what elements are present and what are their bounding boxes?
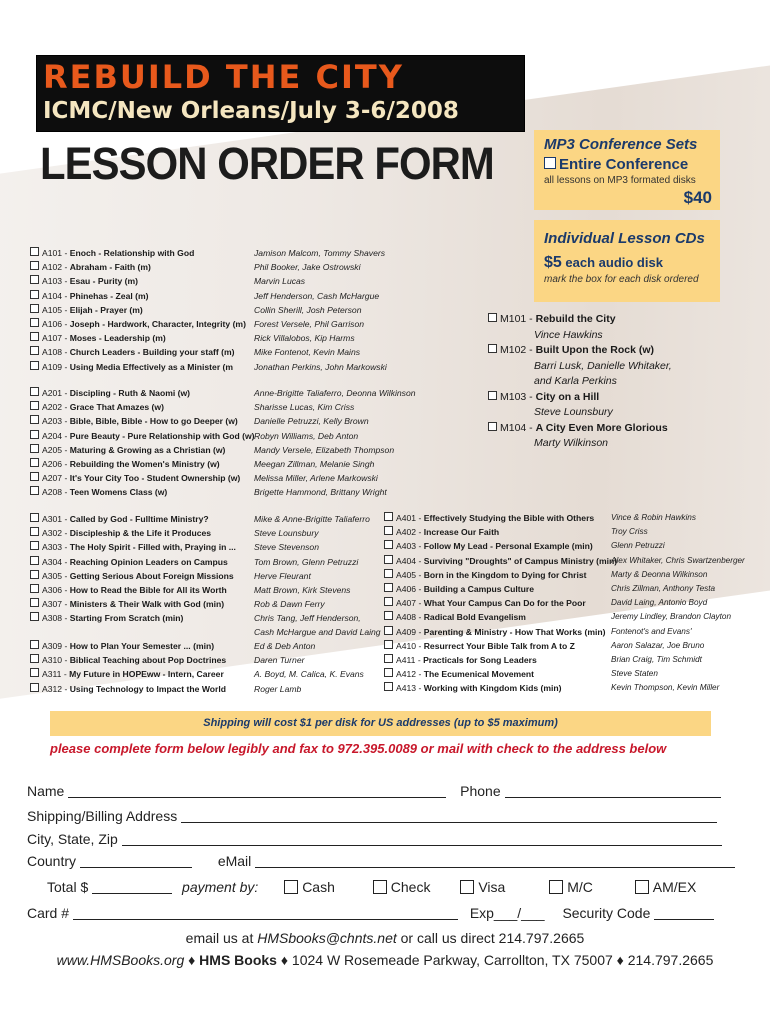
instruction-text: please complete form below legibly and fax to 972.395.0089 or mail with check to the address below bbox=[50, 741, 667, 756]
lesson-item-a101[interactable]: A101 - Enoch - Relationship with God bbox=[30, 246, 246, 260]
security-field[interactable] bbox=[654, 905, 714, 920]
checkbox-icon[interactable] bbox=[30, 247, 39, 256]
lesson-item-a202[interactable]: A202 - Grace That Amazes (w) bbox=[30, 400, 255, 414]
lesson-item-a305[interactable]: A305 - Getting Serious About Foreign Missions bbox=[30, 569, 236, 583]
speaker-a102: Phil Booker, Jake Ostrowski bbox=[254, 262, 361, 273]
speaker-a306: Matt Brown, Kirk Stevens bbox=[254, 584, 351, 595]
speaker-a305: Herve Fleurant bbox=[254, 570, 311, 581]
lesson-item-a206[interactable]: A206 - Rebuilding the Women's Ministry (w) bbox=[30, 457, 255, 471]
checkbox-icon[interactable] bbox=[544, 157, 556, 169]
speaker-a401: Vince & Robin Hawkins bbox=[611, 513, 696, 522]
checkbox-icon[interactable] bbox=[30, 541, 39, 550]
lesson-item-a106[interactable]: A106 - Joseph - Hardwork, Character, Integrity (m) bbox=[30, 317, 246, 331]
checkbox-icon[interactable] bbox=[384, 611, 393, 620]
speaker-a303: Steve Stevenson bbox=[254, 542, 319, 553]
speaker-a312: Roger Lamb bbox=[254, 683, 302, 694]
checkbox-icon[interactable] bbox=[30, 584, 39, 593]
lesson-item-a302[interactable]: A302 - Discipleship & the Life it Produces bbox=[30, 526, 236, 540]
banner-subtitle: ICMC/New Orleans/July 3-6/2008 bbox=[43, 98, 459, 124]
lesson-item-a308[interactable]: A308 - Starting From Scratch (min) bbox=[30, 611, 236, 625]
speaker-a104: Jeff Henderson, Cash McHargue bbox=[254, 290, 380, 301]
checkbox-icon[interactable] bbox=[384, 682, 393, 691]
lesson-item-a105[interactable]: A105 - Elijah - Prayer (m) bbox=[30, 303, 246, 317]
individual-price: $5 each audio disk bbox=[544, 254, 663, 271]
main-session-speaker: Steve Lounsbury bbox=[534, 406, 613, 418]
checkbox-icon[interactable] bbox=[384, 526, 393, 535]
country-field[interactable] bbox=[80, 853, 192, 868]
checkbox-icon[interactable] bbox=[30, 598, 39, 607]
speaker-a307: Rob & Dawn Ferry bbox=[254, 599, 325, 610]
address-field[interactable] bbox=[181, 808, 717, 823]
lesson-item-a403[interactable]: A403 - Follow My Lead - Personal Example (min) bbox=[384, 539, 617, 553]
lesson-item-a405[interactable]: A405 - Born in the Kingdom to Dying for Christ bbox=[384, 568, 617, 582]
speaker-a103: Marvin Lucas bbox=[254, 276, 306, 287]
checkbox-icon bbox=[284, 880, 298, 894]
lesson-item-a413[interactable]: A413 - Working with Kingdom Kids (min) bbox=[384, 681, 617, 695]
speaker-a407: David Laing, Antonio Boyd bbox=[611, 598, 708, 608]
checkbox-icon[interactable] bbox=[384, 583, 393, 592]
checkbox-icon[interactable] bbox=[30, 261, 39, 270]
city-field[interactable] bbox=[122, 831, 722, 846]
mp3-desc: all lessons on MP3 formated disks bbox=[544, 175, 696, 186]
checkbox-icon[interactable] bbox=[30, 304, 39, 313]
checkbox-icon[interactable] bbox=[384, 540, 393, 549]
banner-title: REBUILD THE CITY bbox=[43, 58, 404, 96]
speaker-a204: Robyn Williams, Deb Anton bbox=[254, 430, 359, 441]
city-row: City, State, Zip bbox=[27, 831, 722, 847]
separator-icon: ♦ bbox=[188, 952, 200, 968]
speaker-a409: Fontenot's and Evans' bbox=[611, 626, 692, 636]
lesson-item-a412[interactable]: A412 - The Ecumenical Movement bbox=[384, 667, 617, 681]
checkbox-icon[interactable] bbox=[384, 654, 393, 663]
checkbox-icon[interactable] bbox=[30, 683, 39, 692]
checkbox-icon[interactable] bbox=[384, 668, 393, 677]
checkbox-icon[interactable] bbox=[30, 527, 39, 536]
checkbox-icon[interactable] bbox=[30, 290, 39, 299]
checkbox-icon bbox=[549, 880, 563, 894]
checkbox-icon[interactable] bbox=[384, 597, 393, 606]
lesson-list-a100 bbox=[30, 246, 246, 374]
lesson-item-a406[interactable]: A406 - Building a Campus Culture bbox=[384, 582, 617, 596]
checkbox-icon[interactable] bbox=[384, 569, 393, 578]
conference-banner bbox=[36, 55, 525, 132]
speaker-a304: Tom Brown, Glenn Petruzzi bbox=[254, 556, 359, 567]
checkbox-icon[interactable] bbox=[384, 555, 393, 564]
lesson-item-a207[interactable]: A207 - It's Your City Too - Student Ownership (w) bbox=[30, 471, 255, 485]
lesson-item-a311[interactable]: A311 - My Future in HOPEww - Intern, Career bbox=[30, 667, 226, 681]
speaker-a109: Jonathan Perkins, John Markowski bbox=[254, 361, 387, 372]
lesson-item-a201[interactable]: A201 - Discipling - Ruth & Naomi (w) bbox=[30, 386, 255, 400]
exp-field[interactable]: Exp___/___ bbox=[469, 905, 545, 921]
lesson-item-a304[interactable]: A304 - Reaching Opinion Leaders on Campus bbox=[30, 555, 236, 569]
lesson-item-a310[interactable]: A310 - Biblical Teaching about Pop Doctrines bbox=[30, 653, 226, 667]
speaker-a106: Forest Versele, Phil Garrison bbox=[254, 318, 365, 329]
checkbox-icon bbox=[488, 313, 497, 322]
card-row: Card # Exp___/___ Security Code bbox=[27, 905, 714, 921]
checkbox-icon[interactable] bbox=[30, 570, 39, 579]
speaker-a207: Melissa Miller, Arlene Markowski bbox=[254, 473, 378, 484]
speaker-a202: Sharisse Lucas, Kim Criss bbox=[254, 402, 355, 413]
lesson-item-a103[interactable]: A103 - Esau - Purity (m) bbox=[30, 274, 246, 288]
country-row: Country eMail bbox=[27, 853, 735, 869]
lesson-item-a407[interactable]: A407 - What Your Campus Can Do for the Poor bbox=[384, 596, 617, 610]
mp3-heading: MP3 Conference Sets bbox=[544, 136, 698, 153]
main-session-m104[interactable]: M104 - A City Even More Glorious bbox=[488, 421, 672, 437]
speaker-a201: Anne-Brigitte Taliaferro, Deonna Wilkinson bbox=[254, 388, 416, 398]
main-session-m102[interactable]: M102 - Built Upon the Rock (w) bbox=[488, 343, 672, 359]
lesson-item-a409[interactable]: A409 - Parenting & Ministry - How That Works (min) bbox=[384, 625, 617, 639]
checkbox-icon bbox=[460, 880, 474, 894]
speaker-a406: Chris Zillman, Anthony Testa bbox=[611, 583, 716, 593]
main-session-m103[interactable]: M103 - City on a Hill bbox=[488, 390, 672, 406]
email-link[interactable]: HMSbooks@chnts.net bbox=[257, 930, 397, 946]
main-session-speaker: Vince Hawkins bbox=[534, 328, 603, 341]
speaker-list-a400 bbox=[611, 511, 745, 695]
speaker-a408: Jeremy Lindley, Brandon Clayton bbox=[611, 612, 731, 622]
lesson-item-a411[interactable]: A411 - Practicals for Song Leaders bbox=[384, 653, 617, 667]
lesson-item-a208[interactable]: A208 - Teen Womens Class (w) bbox=[30, 485, 255, 499]
main-session-speaker: and Karla Perkins bbox=[534, 375, 617, 387]
mp3-sets-box bbox=[534, 130, 720, 210]
checkbox-icon bbox=[635, 880, 649, 894]
address-row: Shipping/Billing Address bbox=[27, 808, 717, 824]
checkbox-icon[interactable] bbox=[30, 430, 39, 439]
individual-heading: Individual Lesson CDs bbox=[544, 230, 705, 247]
checkbox-icon[interactable] bbox=[384, 512, 393, 521]
checkbox-icon[interactable] bbox=[30, 472, 39, 481]
name-row: Name Phone bbox=[27, 783, 721, 799]
lesson-item-a309[interactable]: A309 - How to Plan Your Semester ... (min) bbox=[30, 639, 226, 653]
speaker-a107: Rick Villalobos, Kip Harms bbox=[254, 333, 355, 344]
separator-icon: ♦ bbox=[612, 952, 628, 968]
page-title: LESSON ORDER FORM bbox=[40, 138, 494, 189]
lesson-list-a300b bbox=[30, 639, 226, 696]
website-link[interactable]: www.HMSBooks.org bbox=[56, 952, 185, 968]
main-session-speaker: Marty Wilkinson bbox=[534, 437, 609, 449]
checkbox-icon[interactable] bbox=[30, 640, 39, 649]
speaker-a302: Steve Lounsbury bbox=[254, 528, 319, 539]
speaker-a402: Troy Criss bbox=[611, 527, 648, 537]
speaker-extra: Cash McHargue and David Laing bbox=[254, 627, 381, 637]
phone-field[interactable] bbox=[505, 783, 721, 798]
lesson-item-a312[interactable]: A312 - Using Technology to Impact the World bbox=[30, 682, 226, 696]
visa-option[interactable]: Visa bbox=[460, 879, 505, 895]
speaker-a108: Mike Fontenot, Kevin Mains bbox=[254, 347, 361, 358]
speaker-a412: Steve Staten bbox=[611, 669, 658, 679]
speaker-list-a200 bbox=[254, 386, 416, 500]
checkbox-icon[interactable] bbox=[30, 387, 39, 396]
speaker-a310: Daren Turner bbox=[254, 655, 305, 666]
speaker-a206: Meegan Zillman, Melanie Singh bbox=[254, 458, 375, 469]
lesson-list-a200 bbox=[30, 386, 255, 500]
mp3-price: $40 bbox=[683, 188, 712, 207]
lesson-item-a402[interactable]: A402 - Increase Our Faith bbox=[384, 525, 617, 539]
lesson-item-a104[interactable]: A104 - Phinehas - Zeal (m) bbox=[30, 289, 246, 303]
checkbox-icon[interactable] bbox=[30, 361, 39, 370]
checkbox-icon[interactable] bbox=[30, 556, 39, 565]
lesson-item-a410[interactable]: A410 - Resurrect Your Bible Talk from A to Z bbox=[384, 639, 617, 653]
lesson-item-a204[interactable]: A204 - Pure Beauty - Pure Relationship with God (w) bbox=[30, 429, 255, 443]
lesson-item-a307[interactable]: A307 - Ministers & Their Walk with God (min) bbox=[30, 597, 236, 611]
checkbox-icon[interactable] bbox=[30, 346, 39, 355]
lesson-item-a107[interactable]: A107 - Moses - Leadership (m) bbox=[30, 331, 246, 345]
lesson-item-a301[interactable]: A301 - Called by God - Fulltime Ministry? bbox=[30, 512, 236, 526]
speaker-a413: Kevin Thompson, Kevin Miller bbox=[611, 683, 720, 693]
lesson-item-a102[interactable]: A102 - Abraham - Faith (m) bbox=[30, 260, 246, 274]
main-session-speaker: Barri Lusk, Danielle Whitaker, bbox=[534, 359, 672, 372]
amex-option[interactable]: AM/EX bbox=[635, 879, 697, 895]
checkbox-icon[interactable] bbox=[30, 513, 39, 522]
speaker-a301: Mike & Anne-Brigitte Taliaferro bbox=[254, 514, 370, 524]
main-session-list bbox=[488, 312, 672, 452]
checkbox-icon[interactable] bbox=[30, 332, 39, 341]
checkbox-icon[interactable] bbox=[30, 415, 39, 424]
lesson-item-a306[interactable]: A306 - How to Read the Bible for All its Worth bbox=[30, 583, 236, 597]
main-session-m101[interactable]: M101 - Rebuild the City bbox=[488, 312, 672, 328]
individual-cds-box bbox=[534, 220, 720, 302]
lesson-list-a300 bbox=[30, 512, 236, 626]
speaker-a411: Brian Craig, Tim Schmidt bbox=[611, 654, 702, 664]
payment-row: Total $ payment by: Cash Check Visa M/C AM/EX bbox=[47, 879, 697, 895]
speaker-a410: Aaron Salazar, Joe Bruno bbox=[611, 640, 705, 650]
cash-option[interactable]: Cash bbox=[284, 879, 335, 895]
name-field[interactable] bbox=[68, 783, 446, 798]
separator-icon: ♦ bbox=[276, 952, 292, 968]
email-field[interactable] bbox=[255, 853, 735, 868]
checkbox-icon[interactable] bbox=[30, 612, 39, 621]
speaker-a208: Brigette Hammond, Brittany Wright bbox=[254, 487, 387, 498]
contact-line: email us at HMSbooks@chnts.net or call us direct 214.797.2665 bbox=[185, 930, 585, 946]
speaker-list-a300b bbox=[254, 639, 364, 696]
lesson-item-a108[interactable]: A108 - Church Leaders - Building your staff (m) bbox=[30, 345, 246, 359]
checkbox-icon[interactable] bbox=[384, 626, 393, 635]
checkbox-icon[interactable] bbox=[384, 640, 393, 649]
speaker-a203: Danielle Petruzzi, Kelly Brown bbox=[254, 416, 369, 427]
total-field[interactable] bbox=[92, 879, 172, 894]
checkbox-icon[interactable] bbox=[30, 668, 39, 677]
lesson-item-a408[interactable]: A408 - Radical Bold Evangelism bbox=[384, 610, 617, 624]
checkbox-icon bbox=[488, 391, 497, 400]
check-option[interactable]: Check bbox=[373, 879, 431, 895]
speaker-list-a300 bbox=[254, 512, 370, 626]
checkbox-icon bbox=[488, 422, 497, 431]
checkbox-icon bbox=[488, 344, 497, 353]
lesson-item-a109[interactable]: A109 - Using Media Effectively as a Minister (m bbox=[30, 360, 246, 374]
lesson-item-a203[interactable]: A203 - Bible, Bible, Bible - How to go Deeper (w) bbox=[30, 414, 255, 428]
checkbox-icon[interactable] bbox=[30, 318, 39, 327]
checkbox-icon[interactable] bbox=[30, 654, 39, 663]
shipping-note: Shipping will cost $1 per disk for US addresses (up to $5 maximum) bbox=[50, 711, 711, 736]
checkbox-icon[interactable] bbox=[30, 458, 39, 467]
lesson-item-a303[interactable]: A303 - The Holy Spirit - Filled with, Praying in ... bbox=[30, 540, 236, 554]
lesson-item-a401[interactable]: A401 - Effectively Studying the Bible with Others bbox=[384, 511, 617, 525]
lesson-item-a205[interactable]: A205 - Maturing & Growing as a Christian (w) bbox=[30, 443, 255, 457]
checkbox-icon[interactable] bbox=[30, 275, 39, 284]
address-line: www.HMSBooks.org ♦ HMS Books ♦ 1024 W Rosemeade Parkway, Carrollton, TX 75007 ♦ 214.797.2665 bbox=[56, 952, 714, 968]
speaker-a205: Mandy Versele, Elizabeth Thompson bbox=[254, 444, 395, 455]
lesson-list-a400 bbox=[384, 511, 617, 695]
speaker-list-a100 bbox=[254, 246, 387, 374]
speaker-a405: Marty & Deonna Wilkinson bbox=[611, 569, 708, 579]
speaker-a101: Jamison Malcom, Tommy Shavers bbox=[254, 248, 386, 258]
individual-note: mark the box for each disk ordered bbox=[544, 274, 699, 285]
speaker-a403: Glenn Petruzzi bbox=[611, 541, 665, 551]
speaker-a308: Chris Tang, Jeff Henderson, bbox=[254, 613, 361, 624]
mp3-option[interactable]: Entire Conference bbox=[544, 156, 688, 173]
mc-option[interactable]: M/C bbox=[549, 879, 593, 895]
lesson-item-a404[interactable]: A404 - Surviving "Droughts" of Campus Ministry (min) bbox=[384, 554, 617, 568]
checkbox-icon bbox=[373, 880, 387, 894]
card-field[interactable] bbox=[73, 905, 458, 920]
speaker-a105: Collin Sherill, Josh Peterson bbox=[254, 304, 362, 315]
checkbox-icon[interactable] bbox=[30, 401, 39, 410]
speaker-a311: A. Boyd, M. Calica, K. Evans bbox=[254, 669, 364, 680]
checkbox-icon[interactable] bbox=[30, 444, 39, 453]
checkbox-icon[interactable] bbox=[30, 486, 39, 495]
speaker-a309: Ed & Deb Anton bbox=[254, 641, 316, 651]
speaker-a404: Alex Whitaker, Chris Swartzenberger bbox=[611, 555, 745, 565]
